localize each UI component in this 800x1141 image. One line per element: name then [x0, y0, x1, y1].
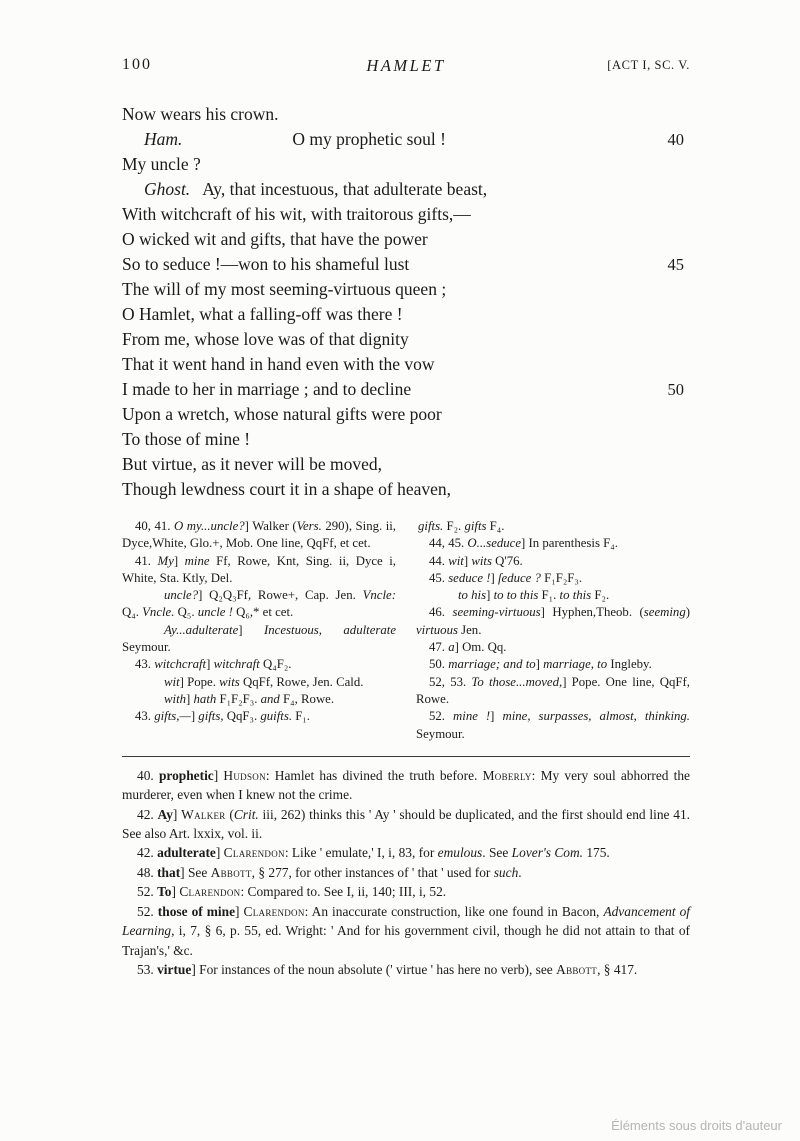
play-line: [122, 477, 690, 502]
apparatus-col-right: [416, 518, 690, 743]
text-run: So to seduce !—won to his shameful lust: [122, 254, 410, 274]
text-run: ]: [213, 767, 224, 783]
text-run: : Compared to. See I, ii, 140; III, i, 52.: [240, 884, 447, 900]
apparatus-entry: [416, 518, 690, 535]
text-run: ]: [206, 657, 214, 672]
running-title: HAMLET: [366, 56, 446, 75]
text-run: O...seduce: [467, 536, 522, 551]
text-run: uncle?: [164, 588, 199, 603]
apparatus-entry: [416, 570, 690, 587]
text-run: F₁F₂F₃.: [540, 570, 583, 585]
text-run: that: [157, 864, 181, 880]
text-run: ]: [486, 588, 494, 603]
play-text: [122, 102, 690, 502]
play-line: [122, 277, 690, 302]
play-line: [122, 327, 690, 352]
text-run: : Like ' emulate,' I, i, 83, for: [284, 845, 438, 861]
text-run: 45.: [429, 570, 449, 585]
text-run: 52, 53.: [429, 674, 472, 689]
commentary-entry: [122, 902, 690, 960]
play-line: [122, 227, 690, 252]
text-run: F₁.: [538, 588, 560, 603]
apparatus-notes: [122, 518, 690, 743]
text-run: ]: [490, 570, 498, 585]
text-run: to this: [559, 588, 592, 603]
text-run: ]: [190, 709, 199, 724]
text-run: Q₄F₂.: [259, 657, 292, 672]
text-run: F₄.: [486, 519, 505, 533]
text-run: 50.: [429, 657, 449, 672]
text-run: My: [157, 553, 174, 568]
play-line: [122, 252, 690, 277]
text-run: Crit.: [233, 806, 259, 822]
text-run: 53.: [137, 961, 158, 977]
text-run: ]: [490, 709, 503, 724]
text-run: Hudson: [223, 767, 266, 783]
commentary-entry: [122, 843, 690, 862]
commentary-entry: [122, 960, 690, 979]
text-run: with: [164, 691, 187, 706]
text-run: Q₆,* et cet.: [232, 605, 294, 620]
text-run: Vncle.: [142, 605, 175, 620]
play-line: [122, 377, 690, 402]
text-run: O wicked wit and gifts, that have the power: [122, 229, 428, 249]
text-run: F₁F₂F₃.: [216, 691, 261, 706]
line-number: 50: [667, 380, 684, 399]
text-run: With witchcraft of his wit, with traitorous gifts,—: [122, 204, 471, 224]
text-run: , § 417.: [597, 961, 638, 977]
text-run: Clarendon: [243, 903, 305, 919]
text-run: Now wears his crown.: [122, 104, 279, 124]
text-run: 44.: [429, 553, 449, 568]
text-run: gifts.: [418, 519, 444, 533]
apparatus-entry: [416, 535, 690, 552]
text-run: mine, surpasses, almost, thinking.: [502, 709, 690, 724]
text-run: 41.: [135, 553, 158, 568]
text-run: QqFf, Rowe, Jen. Cald.: [239, 674, 364, 689]
text-run: 175.: [582, 845, 610, 861]
text-run: ] See: [180, 864, 211, 880]
text-run: 290), Sing. ii, Dyce,White, Glo.+, Mob. One line, QqFf, et cet.: [122, 519, 396, 551]
apparatus-entry: [122, 587, 396, 622]
text-run: F₂.: [591, 588, 610, 603]
text-run: wit: [164, 674, 180, 689]
text-run: guifts.: [260, 709, 293, 724]
text-run: Clarendon: [223, 845, 285, 861]
page-number: 100: [122, 56, 152, 73]
text-run: Q₄.: [122, 605, 143, 620]
text-run: QqF₃.: [223, 709, 261, 724]
text-run: Walker: [181, 806, 226, 822]
text-run: F₁.: [292, 709, 311, 724]
text-run: witchcraft: [154, 657, 207, 672]
text-run: and: [260, 691, 280, 706]
text-run: : An inaccurate construction, like one found in Bacon,: [304, 903, 604, 919]
apparatus-entry: [416, 553, 690, 570]
line-number: 45: [667, 255, 684, 274]
text-run: to to this: [493, 588, 539, 603]
text-run: : My very soul abhorred the murderer, even when I knew not the crime.: [122, 767, 691, 803]
text-run: 52.: [137, 884, 158, 900]
play-line: [122, 127, 690, 152]
apparatus-col-left: [122, 518, 396, 743]
apparatus-entry: [122, 674, 396, 691]
text-run: .: [518, 864, 522, 880]
text-run: F₂.: [443, 519, 465, 533]
text-run: ] Walker (: [244, 519, 297, 533]
text-run: To those of mine !: [122, 429, 251, 449]
act-scene-label: [ACT I, SC. V.: [607, 58, 690, 72]
text-run: ] Om. Qq.: [454, 640, 507, 655]
text-run: adulterate: [157, 845, 216, 861]
text-run: , § 277, for other instances of ' that ' used for: [251, 864, 494, 880]
play-line: [122, 102, 690, 127]
text-run: 46.: [429, 605, 453, 620]
text-run: The will of my most seeming-virtuous queen ;: [122, 279, 447, 299]
text-run: prophetic: [158, 767, 214, 783]
text-run: gifts,—: [154, 709, 191, 724]
text-run: ]: [172, 806, 182, 822]
text-run: Vncle:: [362, 588, 396, 603]
text-run: 40, 41.: [135, 519, 174, 533]
text-run: That it went hand in hand even with the vow: [122, 354, 435, 374]
apparatus-entry: [122, 622, 396, 657]
text-run: mine: [184, 553, 210, 568]
text-run: ]: [215, 845, 224, 861]
text-run: Jen.: [457, 622, 482, 637]
text-run: 42.: [137, 845, 158, 861]
text-run: My uncle ?: [122, 154, 201, 174]
commentary-entry: [122, 766, 690, 805]
text-run: Ham.: [144, 129, 183, 149]
play-line: [122, 177, 690, 202]
text-run: To those...moved,: [471, 674, 563, 689]
play-line: [122, 152, 690, 177]
text-run: O my...uncle?: [174, 519, 245, 533]
apparatus-entry: [122, 656, 396, 673]
play-line: [122, 402, 690, 427]
copyright-watermark: Éléments sous droits d'auteur: [611, 1118, 782, 1133]
text-run: Ay...adulterate: [164, 622, 239, 637]
text-run: ] Hyphen,Theob. (: [540, 605, 644, 620]
play-line: [122, 202, 690, 227]
text-run: wits: [219, 674, 240, 689]
text-run: virtue: [157, 961, 192, 977]
text-run: ] In parenthesis F₄.: [521, 536, 618, 551]
play-line: [122, 452, 690, 477]
text-run: wits: [471, 553, 492, 568]
page-content: [122, 56, 690, 979]
text-run: O Hamlet, what a falling-off was there !: [122, 304, 403, 324]
text-run: 47.: [429, 640, 449, 655]
text-run: Q₅.: [174, 605, 198, 620]
text-run: Advancement of Learning: [122, 903, 691, 939]
text-run: marriage; and to: [448, 657, 536, 672]
text-run: ] For instances of the noun absolute (' virtue ' has here no verb), see: [191, 961, 557, 977]
text-run: , i, 7, § 6, p. 55, ed. Wright: ' And for his government civil, though he did not attain to that of Trajan's,' &c.: [122, 923, 690, 958]
text-run: Lover's Com.: [511, 845, 583, 861]
text-run: emulous: [437, 845, 483, 861]
text-run: ]: [535, 657, 544, 672]
text-run: ]: [463, 553, 472, 568]
text-run: wit: [448, 553, 464, 568]
text-run: Moberly: [482, 767, 532, 783]
text-run: ] Pope.: [179, 674, 220, 689]
text-run: Upon a wretch, whose natural gifts were poor: [122, 404, 442, 424]
text-run: Ay: [157, 806, 173, 822]
text-run: To: [157, 884, 172, 900]
text-run: iii, 262) thinks this ' Ay ' should be duplicated, and the first should end line 41. See also Art. lxxix, vol. ii.: [122, 806, 691, 842]
text-run: Vers.: [296, 519, 322, 533]
text-run: mine !: [453, 709, 491, 724]
text-run: Seymour.: [416, 726, 465, 741]
text-run: ]: [173, 553, 185, 568]
page-header: [122, 56, 690, 78]
text-run: 52.: [137, 903, 158, 919]
text-run: marriage, to: [543, 657, 608, 672]
text-run: ]: [186, 691, 194, 706]
apparatus-entry: [416, 708, 690, 743]
apparatus-entry: [416, 674, 690, 709]
text-run: : Hamlet has divined the truth before.: [265, 767, 483, 783]
text-run: 48.: [137, 864, 158, 880]
text-run: Q'76.: [491, 553, 523, 568]
text-run: those of mine: [157, 903, 236, 919]
text-run: O my prophetic soul !: [292, 129, 446, 149]
commentary-notes: [122, 766, 690, 979]
text-run: gifts,: [198, 709, 224, 724]
apparatus-entry: [122, 518, 396, 553]
line-number: 40: [667, 130, 684, 149]
text-run: ]: [238, 622, 265, 637]
text-run: Incestuous, adulterate: [264, 622, 396, 637]
apparatus-entry: [122, 708, 396, 725]
text-run: Abbott: [210, 864, 252, 880]
text-run: 43.: [135, 657, 155, 672]
text-run: seeming: [643, 605, 686, 620]
text-run: virtuous: [416, 622, 458, 637]
text-run: hath: [193, 691, 217, 706]
text-run: ]: [171, 884, 180, 900]
text-run: gifts: [464, 519, 487, 533]
apparatus-entry: [122, 691, 396, 708]
text-run: ] Pope. One line, QqFf, Rowe.: [416, 674, 691, 706]
text-run: uncle !: [197, 605, 233, 620]
text-run: ]: [235, 903, 244, 919]
text-run: 44, 45.: [429, 536, 468, 551]
commentary-entry: [122, 805, 690, 844]
text-run: Though lewdness court it in a shape of heaven,: [122, 479, 452, 499]
text-run: Ingleby.: [607, 657, 652, 672]
text-run: Ff, Rowe, Knt, Sing. ii, Dyce i, White, Sta. Ktly, Del.: [122, 553, 397, 585]
apparatus-entry: [416, 587, 690, 604]
play-line: [122, 427, 690, 452]
text-run: 43.: [135, 709, 155, 724]
apparatus-entry: [416, 604, 690, 639]
commentary-entry: [122, 863, 690, 882]
apparatus-entry: [122, 553, 396, 588]
text-run: ): [685, 605, 690, 620]
text-run: seduce !: [448, 570, 491, 585]
text-run: 42.: [137, 806, 158, 822]
play-line: [122, 352, 690, 377]
text-run: From me, whose love was of that dignity: [122, 329, 409, 349]
text-run: witchraft: [213, 657, 260, 672]
text-run: ſeduce ?: [497, 570, 541, 585]
apparatus-entry: [416, 656, 690, 673]
text-run: a: [448, 640, 455, 655]
text-run: . See: [482, 845, 512, 861]
text-run: I made to her in marriage ; and to decline: [122, 379, 412, 399]
text-run: Abbott: [556, 961, 598, 977]
text-run: (: [225, 806, 234, 822]
text-run: Ay, that incestuous, that adulterate beast,: [202, 179, 488, 199]
text-run: F₄, Rowe.: [279, 691, 335, 706]
text-run: But virtue, as it never will be moved,: [122, 454, 383, 474]
text-run: seeming-virtuous: [452, 605, 541, 620]
commentary-entry: [122, 882, 690, 901]
text-run: Ghost.: [144, 179, 191, 199]
apparatus-entry: [416, 639, 690, 656]
text-run: such: [493, 864, 519, 880]
text-run: Clarendon: [179, 884, 241, 900]
section-divider: [122, 756, 690, 757]
text-run: to his: [458, 588, 487, 603]
text-run: 52.: [429, 709, 454, 724]
text-run: ] Q₂Q₃Ff, Rowe+, Cap. Jen.: [198, 588, 363, 603]
play-line: [122, 302, 690, 327]
text-run: Seymour.: [122, 640, 171, 655]
text-run: 40.: [137, 767, 159, 783]
